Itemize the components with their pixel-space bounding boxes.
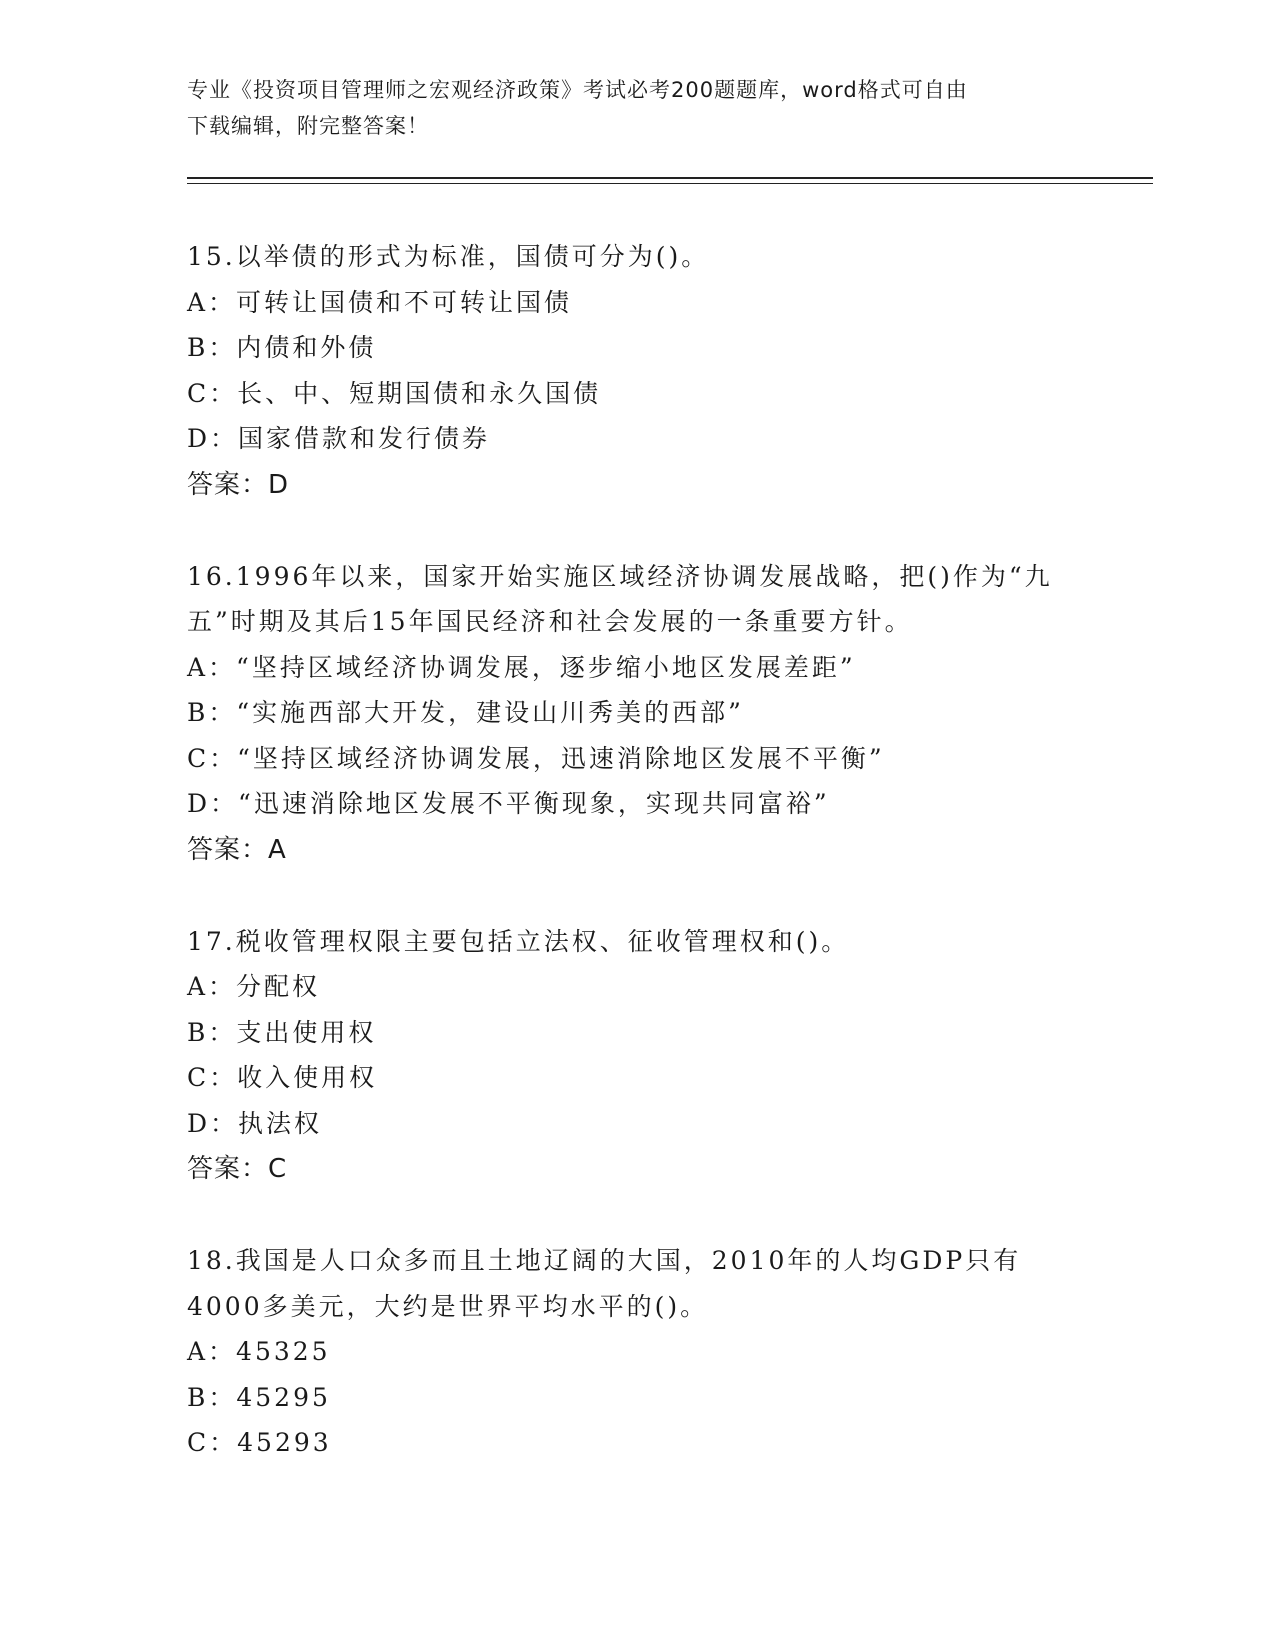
question-18: [187, 1238, 1127, 1466]
answer: 答案：D: [187, 469, 290, 500]
option-b: B：45295: [187, 1382, 331, 1412]
option-b: B：支出使用权: [187, 1017, 377, 1047]
question-stem: 16.1996年以来，国家开始实施区域经济协调发展战略，把()作为“九: [187, 561, 1053, 591]
option-d: D：执法权: [187, 1108, 323, 1138]
header-line-2: 下载编辑，附完整答案！: [187, 114, 429, 138]
option-d: D：国家借款和发行债券: [187, 424, 491, 453]
question-16: [187, 554, 1127, 873]
answer: 答案：A: [187, 834, 287, 865]
header-divider-thin: [187, 183, 1153, 184]
answer: 答案：C: [187, 1154, 288, 1184]
document-header: [187, 72, 1087, 144]
option-d: D：“迅速消除地区发展不平衡现象，实现共同富裕”: [187, 789, 830, 818]
question-stem: 17.税收管理权限主要包括立法权、征收管理权和()。: [187, 926, 850, 956]
question-15: [187, 234, 1127, 508]
option-b: B：内债和外债: [187, 333, 377, 362]
option-a: A：“坚持区域经济协调发展，逐步缩小地区发展差距”: [187, 652, 856, 682]
question-list: [187, 234, 1127, 1512]
option-c: C：收入使用权: [187, 1063, 378, 1092]
header-divider-thick: [187, 177, 1153, 179]
question-stem-continued: 4000多美元，大约是世界平均水平的()。: [187, 1291, 709, 1321]
question-stem-continued: 五”时期及其后15年国民经济和社会发展的一条重要方针。: [187, 607, 913, 636]
option-c: C：“坚持区域经济协调发展，迅速消除地区发展不平衡”: [187, 743, 885, 773]
option-a: A：45325: [187, 1337, 331, 1366]
header-line-1: 专业《投资项目管理师之宏观经济政策》考试必考200题题库，word格式可自由: [187, 78, 968, 102]
option-a: A：可转让国债和不可转让国债: [187, 287, 573, 317]
question-17: [187, 919, 1127, 1193]
option-c: C：长、中、短期国债和永久国债: [187, 378, 602, 408]
option-c: C：45293: [187, 1428, 332, 1457]
option-b: B：“实施西部大开发，建设山川秀美的西部”: [187, 698, 744, 727]
question-stem: 18.我国是人口众多而且土地辽阔的大国，2010年的人均GDP只有: [187, 1246, 1022, 1275]
option-a: A：分配权: [187, 972, 321, 1001]
question-stem: 15.以举债的形式为标准，国债可分为()。: [187, 242, 710, 271]
